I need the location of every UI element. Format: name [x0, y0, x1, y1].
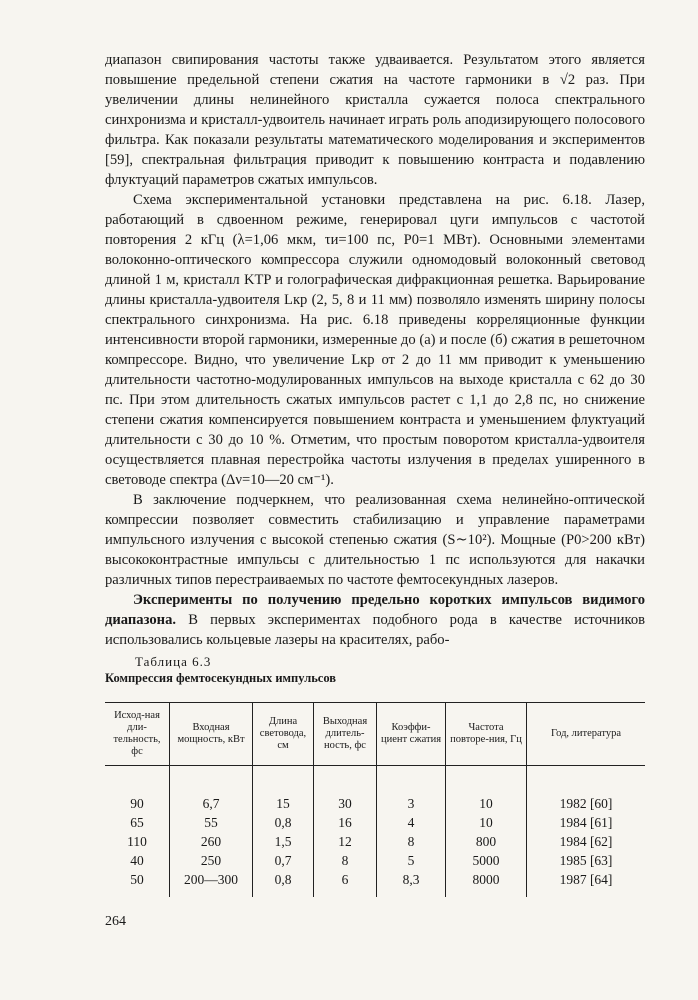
cell-output-duration: 6 — [314, 870, 377, 897]
table-row — [105, 851, 645, 870]
cell-input-duration: 65 — [130, 815, 144, 830]
header-compression-ratio: Коэффи-циент сжатия — [377, 703, 446, 766]
header-repetition-rate: Частота повторе-ния, Гц — [446, 703, 527, 766]
cell-repetition-rate: 10 — [446, 813, 527, 832]
cell-fiber-length: 0,8 — [253, 870, 314, 897]
cell-compression-ratio: 3 — [377, 794, 446, 813]
header-year-reference: Год, литература — [527, 703, 646, 766]
cell-input-duration: 40 — [130, 853, 144, 868]
page-body — [105, 50, 646, 887]
cell-output-duration: 12 — [314, 832, 377, 851]
cell-year-reference: 1984 [62] — [527, 832, 646, 851]
paragraph-4-text: В первых экспериментах подобного рода в качестве источников использовались кольцевые лазеры на красителях, рабо- — [105, 612, 646, 648]
cell-year-reference: 1987 [64] — [527, 870, 646, 897]
cell-input-duration: 110 — [127, 834, 147, 849]
cell-year-reference: 1985 [63] — [527, 851, 646, 870]
table-row — [105, 832, 645, 851]
page-number: 264 — [105, 914, 126, 929]
cell-fiber-length: 0,7 — [253, 851, 314, 870]
header-output-duration: Выходная длитель-ность, фс — [314, 703, 377, 766]
header-fiber-length: Длина световода, см — [253, 703, 314, 766]
cell-input-power: 260 — [170, 832, 253, 851]
cell-repetition-rate: 10 — [446, 794, 527, 813]
cell-compression-ratio: 8,3 — [377, 870, 446, 897]
cell-input-duration: 50 — [130, 872, 144, 887]
table-caption — [105, 654, 645, 686]
cell-input-power: 6,7 — [170, 794, 253, 813]
cell-input-power: 200—300 — [170, 870, 253, 897]
cell-year-reference: 1982 [60] — [527, 794, 646, 813]
header-input-duration: Исход-ная дли-тельность, фс — [105, 703, 170, 766]
cell-output-duration: 8 — [314, 851, 377, 870]
paragraph-4-heading: Эксперименты по получению предельно коротких импульсов видимого диапазона. — [105, 592, 645, 628]
cell-output-duration: 30 — [314, 794, 377, 813]
table-row — [105, 794, 645, 813]
cell-repetition-rate: 8000 — [446, 870, 527, 897]
cell-input-power: 55 — [170, 813, 253, 832]
cell-fiber-length: 1,5 — [253, 832, 314, 851]
cell-compression-ratio: 8 — [377, 832, 446, 851]
paragraph-4 — [105, 590, 645, 650]
header-input-power: Входная мощность, кВт — [170, 703, 253, 766]
table-title: Компрессия фемтосекундных импульсов — [105, 671, 337, 685]
cell-fiber-length: 15 — [253, 794, 314, 813]
paragraph-2: Схема экспериментальной установки представлена на рис. 6.18. Лазер, работающий в сдвоенном режиме, генерировал цуги импульсов с частотой повторения 2 кГц (λ=1,06 мкм, τи=100 пс, P0=1 МВт). Основными элементами волоконно-оптического компрессора служили одномодовый волоконный световод длиной 1 м, кристалл KTP и голографическая дифракционная решетка. Варьирование длины кристалла-удвоителя Lкр (2, 5, 8 и 11 мм) позволяло изменять ширину полосы спектрального синхронизма. На рис. 6.18 приведены корреляционные функции интенсивности второй гармоники, измеренные до (а) и после (б) сжатия в решеточном компрессоре. Видно, что увеличение Lкр от 2 до 11 мм приводит к уменьшению длительности частотно-модулированных импульсов на выходе кристалла с 62 до 30 пс. При этом длительность сжатых импульсов растет с 1,1 до 2,8 пс, но снижение степени сжатия компенсируется повышением контраста и уменьшением флуктуаций длительности с 30 до 10 %. Отметим, что простым поворотом кристалла-удвоителя осуществляется плавная перестройка частоты излучения в пределах уширенного в световоде спектра (Δν=10—20 см⁻¹). — [105, 192, 645, 488]
cell-input-power: 250 — [170, 851, 253, 870]
cell-compression-ratio: 4 — [377, 813, 446, 832]
cell-input-duration: 90 — [130, 796, 144, 811]
cell-output-duration: 16 — [314, 813, 377, 832]
paragraph-1: диапазон свипирования частоты также удваивается. Результатом этого является повышение предельной степени сжатия на частоте гармоники в √2 раз. При увеличении длины нелинейного кристалла сужается полоса спектрального синхронизма и кристалл-удвоитель начинает играть роль аподизирующего полосового фильтра. Как показали результаты математического моделирования и экспериментов [59], спектральная фильтрация приводит к повышению контраста и подавлению флуктуаций параметров сжатых импульсов. — [105, 52, 645, 188]
paragraph-3: В заключение подчеркнем, что реализованная схема нелинейно-оптической компрессии позволяет совместить стабилизацию и управление параметрами импульсного излучения с высокой степенью сжатия (S∼10²). Мощные (P0>200 кВт) высококонтрастные импульсы с длительностью 1 пс используются для накачки различных типов перестраиваемых по частоте фемтосекундных лазеров. — [105, 492, 645, 588]
cell-repetition-rate: 5000 — [446, 851, 527, 870]
table-label: Таблица 6.3 — [135, 654, 212, 669]
cell-compression-ratio: 5 — [377, 851, 446, 870]
cell-year-reference: 1984 [61] — [527, 813, 646, 832]
compression-table — [105, 702, 645, 897]
table-row — [105, 813, 645, 832]
table-header-row — [105, 703, 645, 766]
table-row — [105, 870, 645, 897]
cell-repetition-rate: 800 — [446, 832, 527, 851]
cell-fiber-length: 0,8 — [253, 813, 314, 832]
